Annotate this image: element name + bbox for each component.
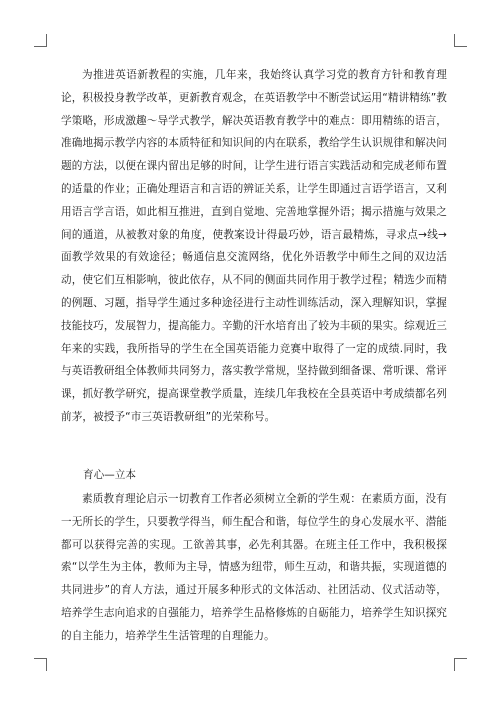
crop-mark-top-left (34, 34, 47, 47)
crop-mark-bottom-right (454, 658, 467, 671)
crop-mark-top-right (454, 34, 467, 47)
body-paragraph-2: 素质教育理论启示一切教育工作者必须树立全新的学生观：在素质方面，没有一无所长的学生，只要教学得当，师生配合和谐，每位学生的身心发展水平、潜能都可以获得完善的实现。工欲善其事，必先利其器。在班主任工作中，我积极探索“以学生为主体，教师为主导，情感为纽带，师生互动，和谐共振，实现道德的共同进步”的育人方法，通过开展多种形式的文体活动、社团活动、仪式活动等，培养学生志向追求的自强能力，培养学生品格修炼的自砺能力，培养学生知识探究的自主能力，培养学生生活管理的自理能力。 (61, 493, 447, 642)
crop-mark-bottom-left (34, 658, 47, 671)
section-heading: 育心—立本 (83, 469, 136, 481)
body-paragraph-1: 为推进英语新教程的实施，几年来，我始终认真学习党的教育方针和教育理论，积极投身教学改革，更新教育观念，在英语教学中不断尝试运用“精讲精练”教学策略，形成激趣～导学式教学，解决英语教育教学中的难点：即用精练的语言，准确地揭示教学内容的本质特征和知识间的内在联系，教给学生认识规律和解决问题的方法，以便在课内留出足够的时间，让学生进行语言实践活动和完成老师布置的适量的作业；正确处理语言和言语的辨证关系，让学生即通过言语学语言，又利用语言学言语，如此相互推进，直到自觉地、完善地掌握外语；揭示措施与效果之间的通道，从被教对象的角度，使教案设计得最巧妙，语言最精炼，寻求点→线→面教学效果的有效途径；畅通信息交流网络，优化外语教学中师生之间的双边活动，使它们互相影响，彼此依存，从不同的侧面共同作用于教学过程；精选少而精的例题、习题，指导学生通过多种途径进行主动性训练活动，深入理解知识，掌握技能技巧，发展智力，提高能力。辛勤的汗水培育出了较为丰硕的果实。综观近三年来的实践，我所指导的学生在全国英语能力竞赛中取得了一定的成绩.同时，我与英语教研组全体教师共同努力，落实教学常规，坚持做到细备课、常听课、常评课，抓好教学研究，提高课堂教学质量，连续几年我校在全县英语中考成绩都名列前茅，被授予“市三英语教研组”的光荣称号。 (61, 69, 447, 423)
